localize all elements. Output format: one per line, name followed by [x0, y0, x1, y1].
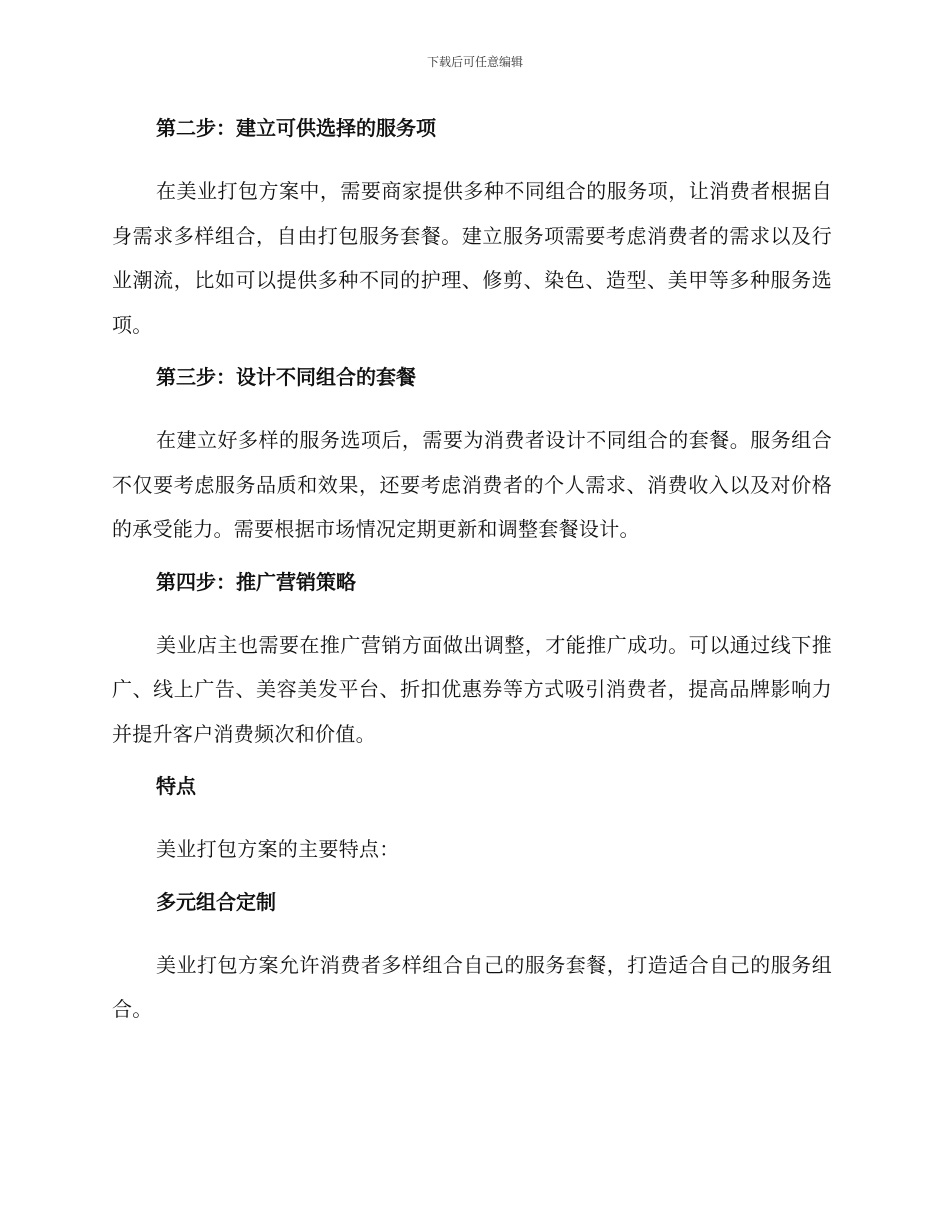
document-body: [112, 112, 832, 1046]
step4-paragraph: 美业店主也需要在推广营销方面做出调整，才能推广成功。可以通过线下推广、线上广告、美容美发平台、折扣优惠券等方式吸引消费者，提高品牌影响力并提升客户消费频次和价值。: [112, 632, 832, 746]
custom-paragraph: 美业打包方案允许消费者多样组合自己的服务套餐，打造适合自己的服务组合。: [112, 952, 832, 1021]
features-heading: 特点: [156, 774, 196, 798]
features-intro: 美业打包方案的主要特点：: [156, 837, 400, 861]
step4-heading: 第四步：推广营销策略: [156, 569, 356, 594]
step2-paragraph: 在美业打包方案中，需要商家提供多种不同组合的服务项，让消费者根据自身需求多样组合，自由打包服务套餐。建立服务项需要考虑消费者的需求以及行业潮流，比如可以提供多种不同的护理、修剪、染色、造型、美甲等多种服务选项。: [112, 179, 832, 337]
custom-heading: 多元组合定制: [156, 889, 276, 914]
page-header: 下载后可任意编辑: [426, 55, 523, 69]
step2-heading: 第二步：建立可供选择的服务项: [156, 116, 436, 140]
step3-heading: 第三步：设计不同组合的套餐: [156, 365, 416, 389]
step3-paragraph: 在建立好多样的服务选项后，需要为消费者设计不同组合的套餐。服务组合不仅要考虑服务品质和效果，还要考虑消费者的个人需求、消费收入以及对价格的承受能力。需要根据市场情况定期更新和调整套餐设计。: [112, 428, 832, 541]
